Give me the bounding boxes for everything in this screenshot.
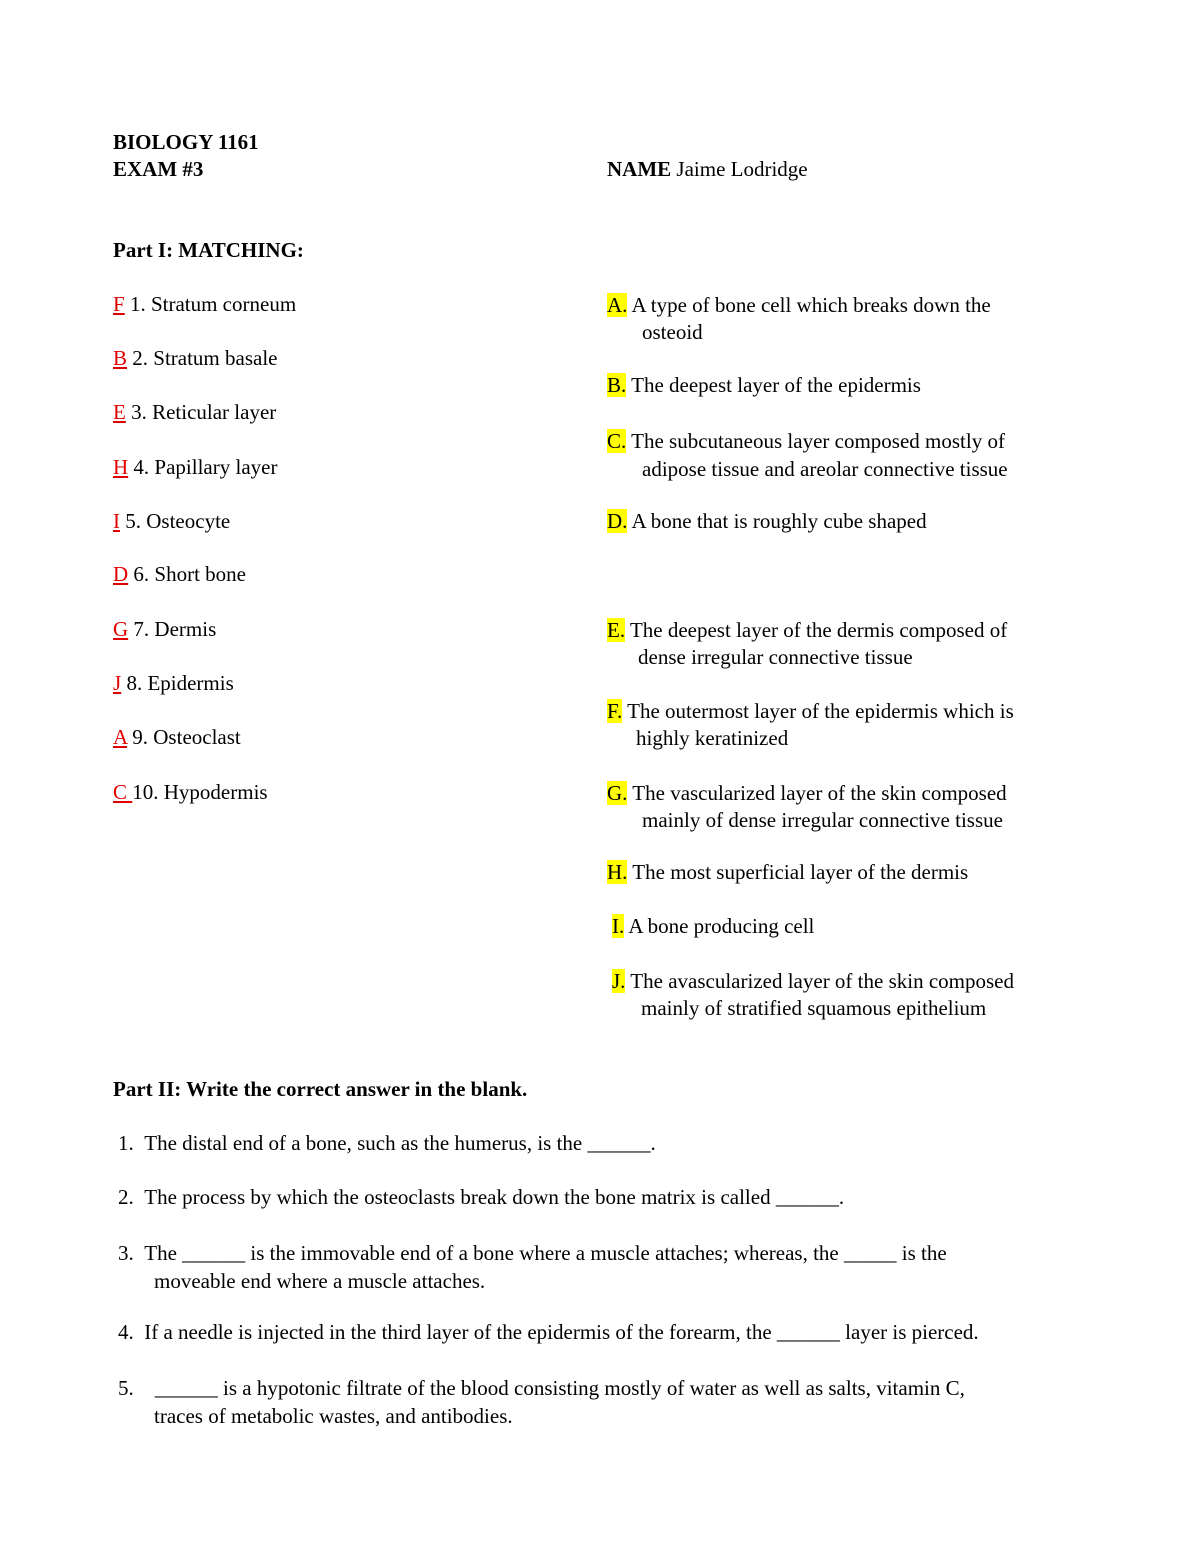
question-text: ______ is a hypotonic filtrate of the blood consisting mostly of water as well as salts, vitamin C,: [154, 1376, 965, 1400]
term-label: 2. Stratum basale: [127, 346, 278, 370]
term-item: [113, 292, 296, 317]
definition-text: The vascularized layer of the skin composed: [627, 781, 1007, 805]
term-answer: C: [113, 780, 133, 804]
term-item: [113, 562, 246, 587]
name-value: Jaime Lodridge: [671, 157, 808, 181]
question-number: 5.: [118, 1376, 134, 1400]
question-item: [118, 1374, 965, 1430]
term-item: [113, 780, 268, 805]
term-item: [113, 509, 230, 534]
definition-letter: C.: [607, 429, 627, 453]
term-item: [113, 725, 241, 750]
definition-item: [607, 292, 991, 346]
question-item: [118, 1239, 947, 1295]
term-answer: D: [113, 562, 129, 586]
definition-text-cont: dense irregular connective tissue: [638, 645, 913, 669]
term-answer: E: [113, 400, 126, 424]
definition-text: The subcutaneous layer composed mostly of: [626, 429, 1005, 453]
definition-item: [612, 914, 814, 939]
definition-item: [607, 509, 927, 534]
term-item: [113, 671, 234, 696]
course-title: BIOLOGY 1161: [113, 130, 259, 154]
definition-letter: F.: [607, 699, 623, 723]
question-number: 4.: [118, 1320, 134, 1344]
definition-text: A bone producing cell: [624, 914, 815, 938]
definition-letter: B.: [607, 373, 627, 397]
definition-item: [612, 968, 1014, 1022]
question-number: 1.: [118, 1131, 134, 1155]
name-label: NAME: [607, 157, 672, 181]
student-name: [607, 157, 808, 182]
term-label: 10. Hypodermis: [132, 780, 268, 804]
term-item: [113, 617, 216, 642]
definition-text: The avascularized layer of the skin composed: [625, 969, 1014, 993]
definition-text-cont: mainly of stratified squamous epithelium: [641, 996, 987, 1020]
term-label: 9. Osteoclast: [127, 725, 241, 749]
definition-text-cont: adipose tissue and areolar connective tissue: [642, 457, 1008, 481]
term-label: 7. Dermis: [128, 617, 217, 641]
term-answer: I: [113, 509, 120, 533]
definition-item: [607, 780, 1007, 834]
definition-text: A bone that is roughly cube shaped: [627, 509, 927, 533]
definition-letter: E.: [607, 618, 626, 642]
term-label: 1. Stratum corneum: [124, 292, 297, 316]
term-item: [113, 455, 277, 480]
definition-text: The deepest layer of the epidermis: [626, 373, 921, 397]
term-label: 4. Papillary layer: [128, 455, 278, 479]
question-text-cont: traces of metabolic wastes, and antibodies.: [154, 1404, 513, 1428]
question-item: [118, 1185, 844, 1210]
question-item: [118, 1320, 979, 1345]
definition-letter: G.: [607, 781, 628, 805]
question-number: 2.: [118, 1185, 134, 1209]
definition-text: A type of bone cell which breaks down the: [627, 293, 991, 317]
term-answer: A: [113, 725, 128, 749]
term-item: [113, 346, 277, 371]
question-text-cont: moveable end where a muscle attaches.: [154, 1269, 486, 1293]
question-text: The distal end of a bone, such as the humerus, is the ______.: [144, 1131, 656, 1155]
term-answer: H: [113, 455, 129, 479]
definition-text-cont: osteoid: [642, 320, 703, 344]
question-text: The ______ is the immovable end of a bone where a muscle attaches; whereas, the _____ is the: [144, 1241, 947, 1265]
question-item: [118, 1131, 656, 1156]
term-item: [113, 400, 276, 425]
definition-item: [607, 617, 1007, 671]
term-answer: G: [113, 617, 129, 641]
definition-item: [607, 373, 921, 398]
definition-text-cont: highly keratinized: [636, 726, 789, 750]
definition-item: [607, 427, 1008, 483]
term-answer: B: [113, 346, 128, 370]
term-label: 8. Epidermis: [121, 671, 234, 695]
definition-text: The deepest layer of the dermis composed of: [625, 618, 1008, 642]
term-answer: F: [113, 292, 125, 316]
term-answer: J: [113, 671, 122, 695]
term-label: 3. Reticular layer: [125, 400, 277, 424]
term-label: 5. Osteocyte: [120, 509, 231, 533]
definition-text: The outermost layer of the epidermis which is: [622, 699, 1014, 723]
part1-title: Part I: MATCHING:: [113, 238, 304, 262]
definition-letter: D.: [607, 509, 628, 533]
definition-text: The most superficial layer of the dermis: [627, 860, 969, 884]
definition-letter: J.: [612, 969, 626, 993]
term-label: 6. Short bone: [128, 562, 246, 586]
definition-letter: A.: [607, 293, 628, 317]
definition-item: [607, 698, 1014, 752]
definition-item: [607, 860, 968, 885]
definition-letter: I.: [612, 914, 625, 938]
question-text: If a needle is injected in the third layer of the epidermis of the forearm, the ______ layer is pierced.: [144, 1320, 979, 1344]
definition-text-cont: mainly of dense irregular connective tissue: [642, 808, 1003, 832]
exam-number: EXAM #3: [113, 157, 204, 181]
part2-title: Part II: Write the correct answer in the blank.: [113, 1077, 528, 1101]
question-text: The process by which the osteoclasts break down the bone matrix is called ______.: [144, 1185, 845, 1209]
question-number: 3.: [118, 1241, 134, 1265]
definition-letter: H.: [607, 860, 628, 884]
